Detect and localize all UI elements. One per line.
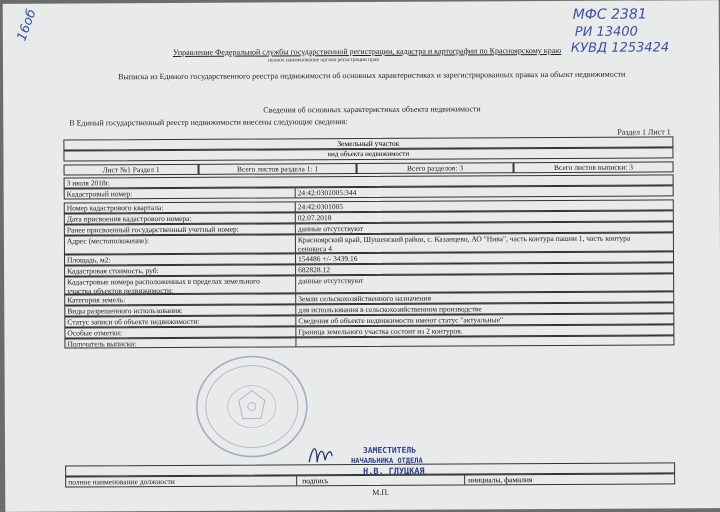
page-reference: Раздел 1 Лист 1 [617,127,671,137]
column-divider [295,213,296,222]
handwritten-line-1: МФС 2381 [572,6,647,23]
document-title: Выписка из Единого государственного реестра недвижимости об основных характеристиках и зарегистрированных правах на объект недвижимости [118,69,626,82]
field-label: Категория земель: [67,295,126,305]
field-label: Кадастровая стоимость, руб: [67,266,159,276]
field-label: Номер кадастрового квартала: [66,203,164,213]
stamp-title: ЗАМЕСТИТЕЛЬ [362,445,417,455]
position-caption: полное наименование должности [68,476,175,487]
column-divider [295,276,296,292]
column-divider [295,338,296,346]
section-title: Сведения об основных характеристиках объекта недвижимости [263,104,481,115]
field-value: данные отсутствуют [298,275,364,286]
field-label: Дата присвоения кадастрового номера: [66,213,192,224]
field-value-continued: сенокоса 4 [297,244,333,254]
field-value: данные отсутствуют [297,223,364,234]
column-divider [295,235,296,252]
agency-caption: полное наименование органа регистрации прав [267,56,379,64]
signature-caption-row [65,473,675,487]
field-label: Особые отметки: [67,328,123,338]
object-type: Земельный участок [337,138,400,149]
field-value: 154486 +/- 3439.16 [297,254,358,264]
handwritten-line-2: РИ 13400 [574,24,638,40]
column-divider [295,294,296,303]
field-label: Кадастровые номера расположенных в пределах земельного [67,276,260,287]
field-label-continued: участка объектов недвижимости: [67,285,174,296]
field-value: 682828.12 [298,265,330,275]
document-sheet [3,0,720,512]
field-value: 02.07.2018 [297,213,332,223]
stamp-place-mark: М.П. [372,487,390,497]
intro-text: В Единый государственный реестр недвижимости внесены следующие сведения: [69,117,348,128]
field-row [64,185,674,199]
field-label: Адрес (местоположение): [66,236,149,246]
signature-caption: подпись [302,476,329,486]
extract-sheets-total: Всего листов выписки: 3 [514,161,674,173]
column-divider [295,224,296,233]
column-divider [295,188,296,197]
field-label: Площадь, м2: [66,255,111,265]
column-divider [464,475,465,484]
field-value: Граница земельного участка состоит из 2 контуров. [298,326,463,337]
field-label: Получатель выписки: [67,339,137,349]
object-type-caption-row [63,147,673,161]
field-value: для использования в сельскохозяйственном производстве [298,304,482,315]
field-value: Земли сельскохозяйственного назначения [298,293,432,304]
column-divider [295,305,296,314]
extract-date: 3 июля 2018г. [66,178,110,188]
column-divider [296,476,297,485]
column-divider [295,202,296,211]
field-value: 24:42:0301005 [297,202,344,212]
field-label: Ранее присвоенный государственный учетный номер: [66,224,239,235]
object-type-caption: вид объекта недвижимости [327,149,410,159]
initials-caption: инициалы, фамилия [468,475,533,485]
field-row [64,335,674,348]
stamp-name: Н.В. ГЛУЦКАЯ [363,466,425,477]
sheet-number: Лист №1 Раздел 1 [64,164,199,176]
column-divider [295,254,296,263]
handwritten-line-3: КУВД 1253424 [570,40,670,56]
sections-total: Всего разделов: 3 [357,162,514,174]
stamp-department: НАЧАЛЬНИКА ОТДЕЛА [351,456,423,466]
sheets-in-section: Всего листов раздела 1: 1 [199,163,357,175]
field-label: Виды разрешенного использования: [67,305,183,316]
field-label: Кадастровый номер: [66,189,133,199]
column-divider [295,316,296,325]
field-label: Статус записи об объекте недвижимости: [67,316,200,327]
official-seal-icon [193,352,312,461]
column-divider [295,265,296,274]
field-value: Красноярский край, Шушенский район, с. Казанцево, АО "Нива", часть контура пашни 1, часть контура [297,233,631,245]
field-value: Сведения об объекте недвижимости имеют статус "актуальные" [298,315,504,326]
field-value: 24:42:0301005:344 [297,188,357,198]
column-divider [295,327,296,336]
agency-name: Управление Федеральной службы государственной регистрации, кадастра и картографии по Красноярскому краю [172,45,562,57]
handwritten-corner-note: 16об [14,7,40,44]
